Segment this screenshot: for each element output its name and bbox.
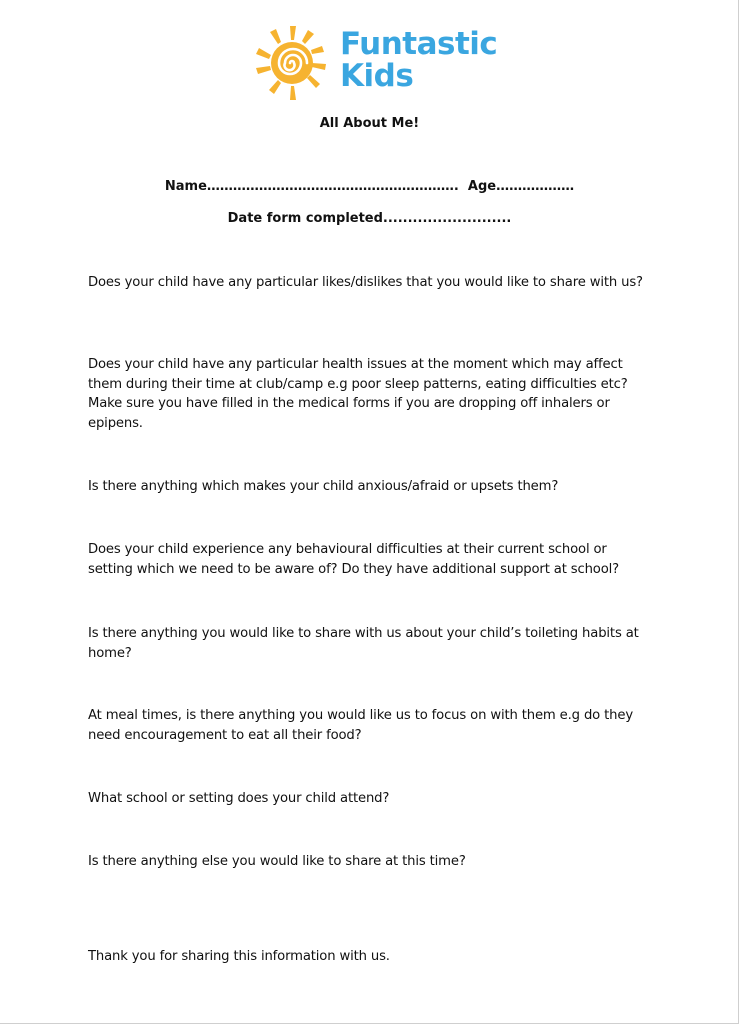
question-behavioural: Does your child experience any behavioural difficulties at their current school or setting which we need to be aware of? Do they have additional support at school? [88, 542, 619, 577]
logo-line-2: Kids [340, 58, 414, 94]
sun-icon [250, 24, 336, 104]
name-age-field[interactable]: Name…………………………………………………. Age……………… [164, 179, 575, 194]
date-completed-field[interactable]: Date form completed.......................... [227, 211, 512, 226]
question-meal-times: At meal times, is there anything you would like us to focus on with them e.g do they need encouragement to eat all their food? [88, 708, 633, 743]
question-school: What school or setting does your child attend? [88, 791, 390, 806]
closing-thanks: Thank you for sharing this information with us. [88, 949, 390, 964]
question-anything-else: Is there anything else you would like to share at this time? [88, 854, 466, 869]
logo-wordmark [340, 28, 497, 92]
logo-line-1: Funtastic [340, 26, 498, 62]
question-likes-dislikes: Does your child have any particular likes/dislikes that you would like to share with us? [88, 275, 643, 290]
question-toileting: Is there anything you would like to share with us about your child’s toileting habits at home? [88, 626, 639, 661]
funtastic-kids-logo [250, 24, 498, 104]
form-title: All About Me! [319, 116, 420, 131]
question-health-issues: Does your child have any particular health issues at the moment which may affect them during their time at club/camp e.g poor sleep patterns, eating difficulties etc? Make sure you have filled in the medical forms if you are dropping off inhalers or epipens. [88, 357, 628, 431]
question-anxious: Is there anything which makes your child anxious/afraid or upsets them? [88, 479, 559, 494]
